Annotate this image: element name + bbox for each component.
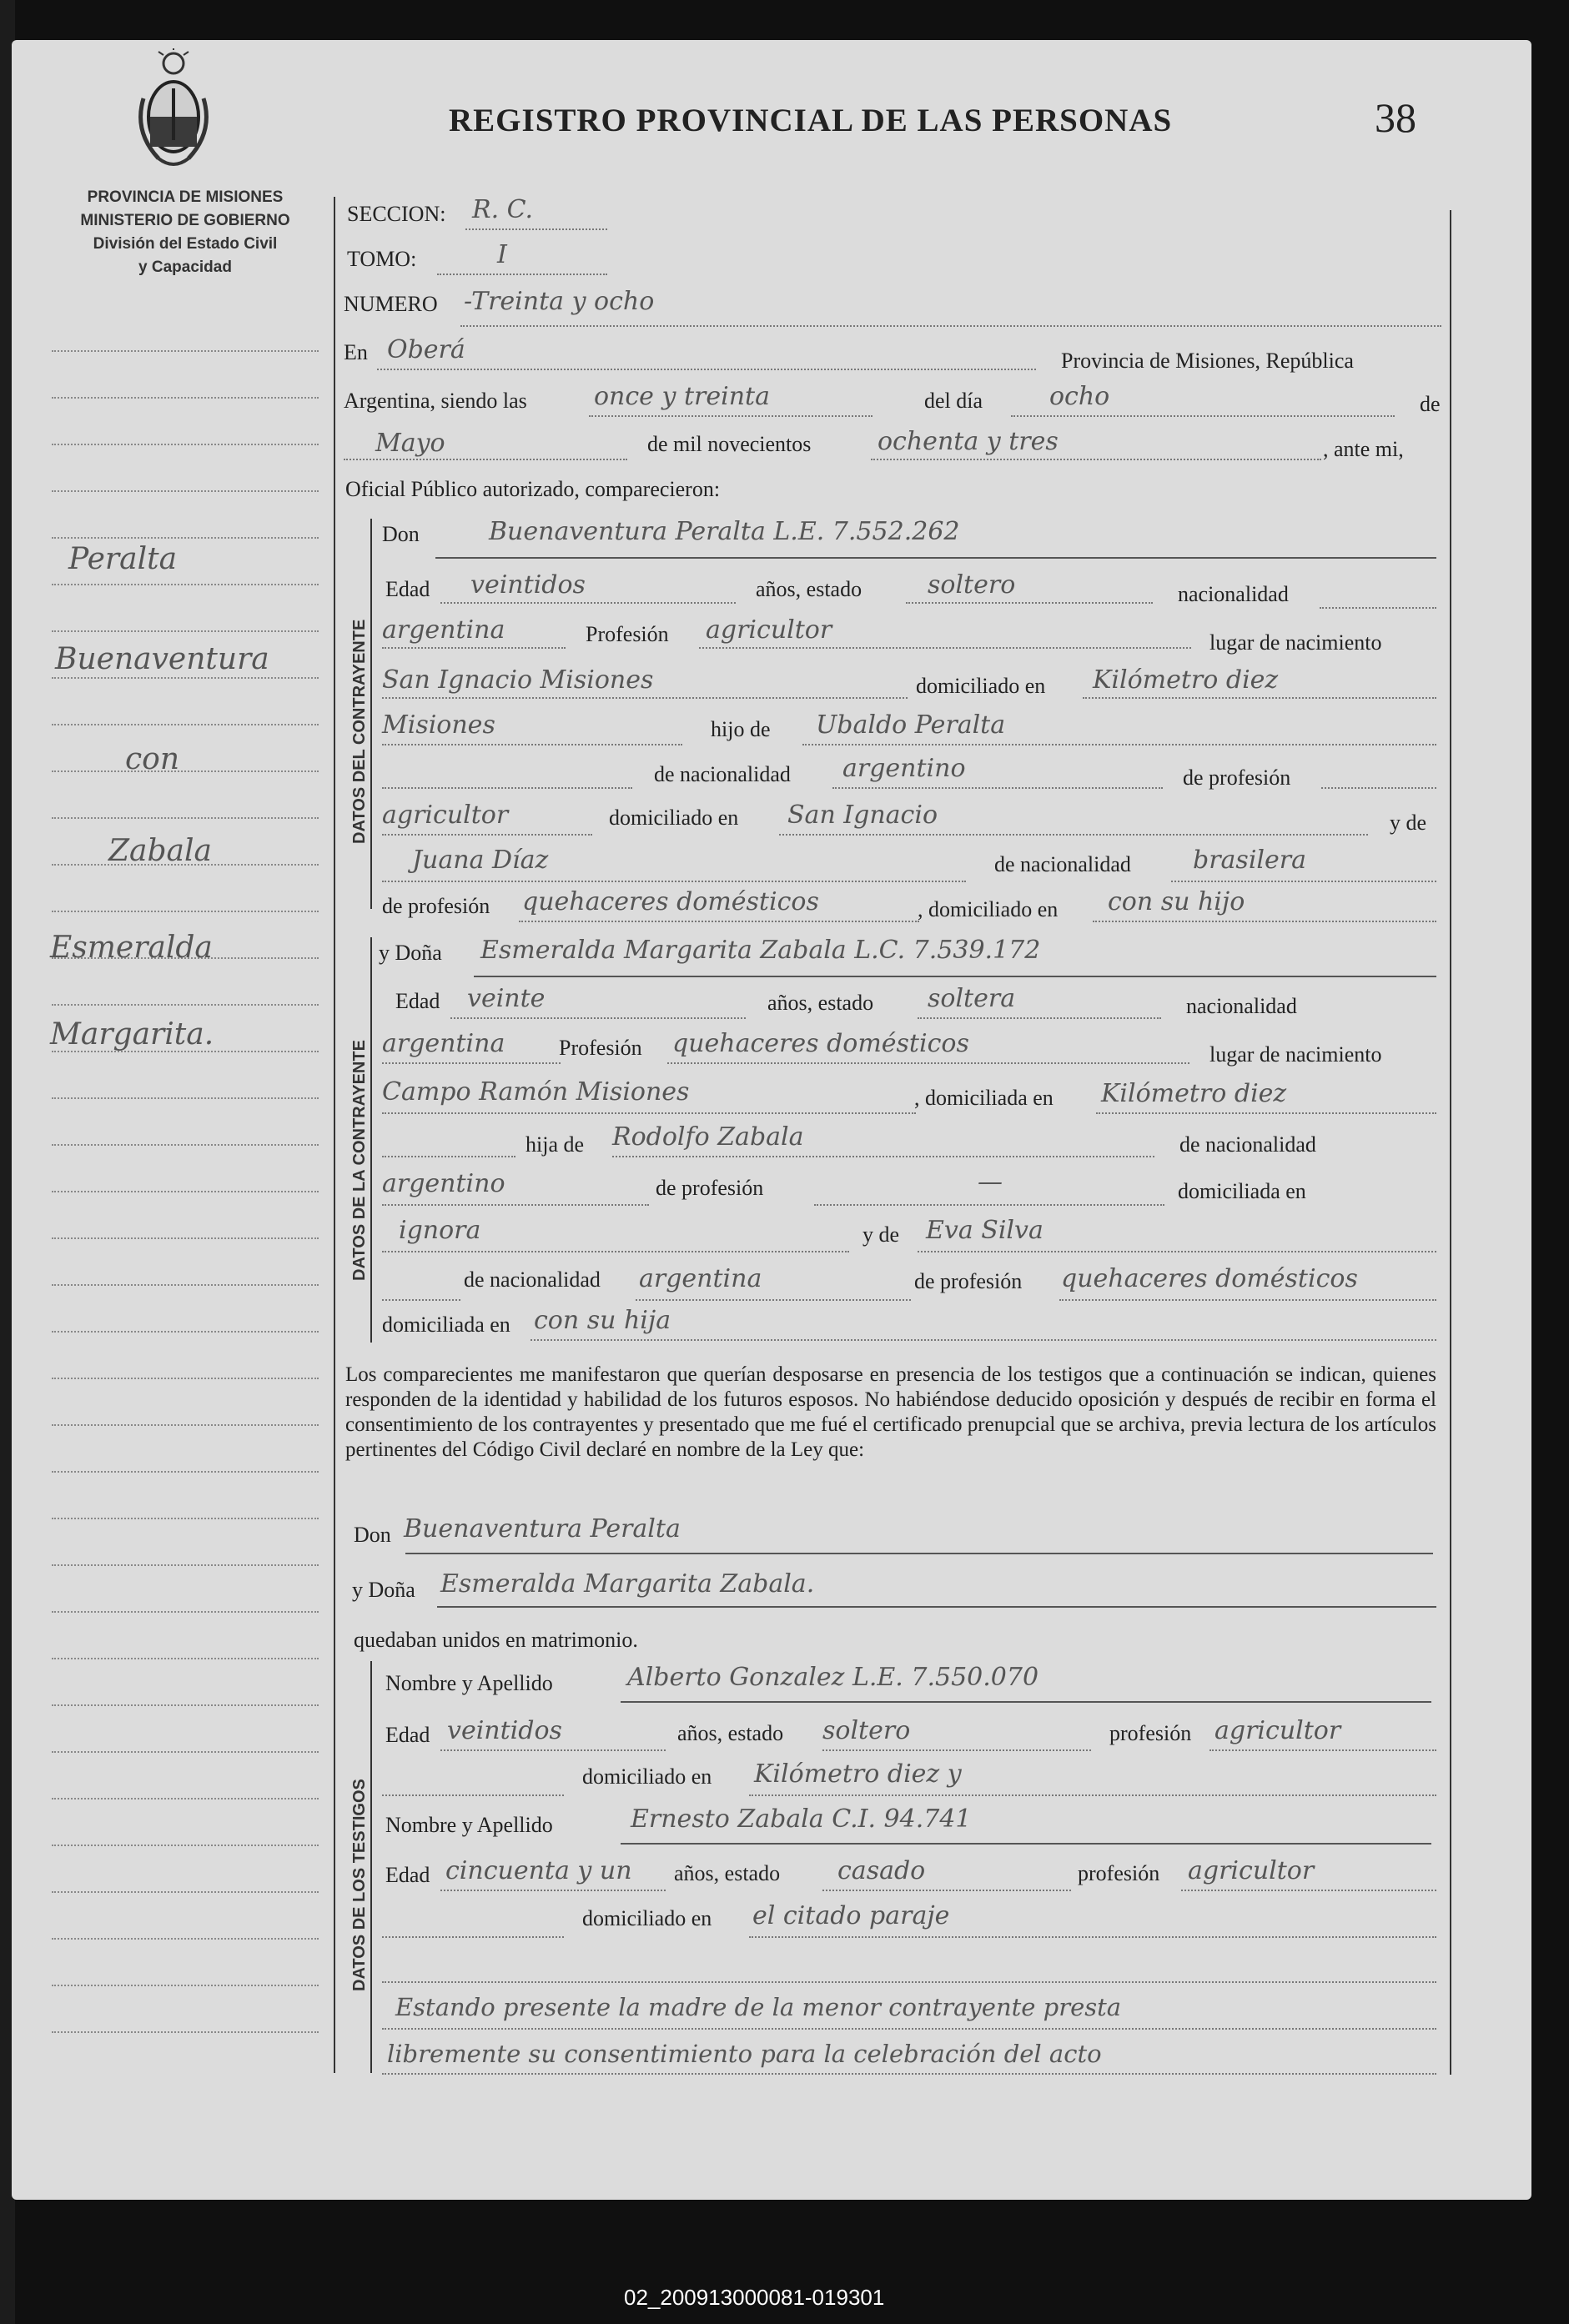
ante-mi-label: , ante mi,	[1323, 437, 1404, 461]
register-title: REGISTRO PROVINCIAL DE LAS PERSONAS	[449, 103, 1173, 138]
margin-line	[52, 1798, 319, 1799]
margin-line	[52, 1751, 319, 1753]
edad-line	[440, 602, 736, 604]
margin-line	[52, 1471, 319, 1473]
testigo-1-edad: veintidos	[447, 1716, 562, 1745]
t1-domicilio-blank	[382, 1794, 564, 1796]
t2-name-line	[621, 1843, 1431, 1845]
declaration-paragraph: Los comparecientes me manifestaron que querían desposarse en presencia de los testigos que a continuación se indican, quienes responden de la identidad y habilidad de los futuros esposos. No habiéndose deducido oposición y después de recibir en forma el consentimiento de los contrayentes y presentado que me fué el certificado prenupcial que se archiva, previa lectura de los artículos pertinentes del Código Civil declaré en nombre de la Ley que:	[345, 1363, 1436, 1461]
hora-value: once y treinta	[594, 382, 770, 411]
de-nacionalidad-label-f: de nacionalidad	[1179, 1132, 1316, 1157]
profesion-label-f: Profesión	[559, 1036, 642, 1060]
oficial-text: Oficial Público autorizado, comparecieron:	[345, 477, 721, 501]
t1-estado-line	[822, 1749, 1091, 1751]
estado-line-f	[918, 1017, 1161, 1019]
margin-line	[52, 630, 319, 632]
margin-note-3: con	[125, 742, 180, 776]
hija-de-label: hija de	[526, 1132, 585, 1157]
contrayente-profesion: agricultor	[706, 615, 832, 645]
lugar-line-f	[382, 1112, 916, 1114]
de-profesion-label: de profesión	[1183, 765, 1291, 790]
de-profesion-label-f2: de profesión	[914, 1269, 1023, 1293]
contrayente-name: Buenaventura Peralta L.E. 7.552.262	[489, 517, 960, 546]
de-label: de	[1420, 392, 1441, 416]
t1-domicilio-line	[749, 1794, 1436, 1796]
margin-note-6: Margarita.	[50, 1017, 214, 1052]
de-profesion-label-f: de profesión	[656, 1176, 764, 1200]
tomo-label: TOMO:	[347, 247, 417, 271]
contrayenta-section-label: DATOS DE LA CONTRAYENTE	[350, 1040, 369, 1281]
en-label: En	[344, 340, 368, 364]
domiciliado-label-3: , domiciliado en	[918, 897, 1059, 921]
dona-label: y Doña	[379, 941, 442, 965]
lugar-label-f: lugar de nacimiento	[1209, 1042, 1382, 1067]
margin-line	[52, 350, 319, 352]
profesion-label: Profesión	[586, 622, 669, 646]
note-text-1: Estando presente la madre de la menor contrayente presta	[395, 1993, 1122, 2021]
office-line-3: División del Estado Civil	[93, 235, 278, 253]
estado-line	[906, 602, 1153, 604]
padre-nacionalidad-line-f	[382, 1204, 649, 1206]
de-nacionalidad-label: de nacionalidad	[654, 762, 791, 786]
declaration-closing: quedaban unidos en matrimonio.	[354, 1628, 638, 1652]
testigo-1-estado: soltero	[822, 1716, 911, 1745]
right-border	[1450, 210, 1451, 2075]
anio-value: ochenta y tres	[878, 427, 1059, 456]
argentina-text: Argentina, siendo las	[344, 389, 527, 413]
margin-line	[52, 444, 319, 445]
hija-blank-line	[382, 1156, 515, 1157]
margin-line	[52, 1284, 319, 1286]
padre-nacionalidad: argentino	[842, 754, 966, 783]
edad-line-f	[450, 1017, 746, 1019]
declaration-don-label: Don	[354, 1523, 391, 1547]
profesion-line-f	[667, 1062, 1189, 1064]
contrayenta-name: Esmeralda Margarita Zabala L.C. 7.539.172	[480, 936, 1041, 965]
margin-line	[52, 1518, 319, 1519]
declaration-dona-line	[437, 1606, 1436, 1608]
margin-line	[52, 911, 319, 912]
nacionalidad-label-f: nacionalidad	[1186, 994, 1297, 1018]
madre-nacionalidad-f: argentina	[639, 1264, 762, 1293]
office-line-2: MINISTERIO DE GOBIERNO	[80, 212, 290, 229]
contrayente-estado: soltero	[928, 570, 1016, 600]
edad-label: Edad	[385, 577, 430, 601]
padre-line	[802, 744, 1436, 745]
testigo-2-estado: casado	[837, 1856, 926, 1885]
del-dia-label: del día	[924, 389, 983, 413]
testigo-1-name: Alberto Gonzalez L.E. 7.550.070	[627, 1663, 1039, 1692]
t2-domiciliado-label: domiciliado en	[582, 1906, 712, 1930]
madre-profesion-line-f	[1059, 1299, 1436, 1301]
y-de-label-f: y de	[862, 1222, 900, 1247]
madre-domicilio-line-f	[531, 1339, 1436, 1341]
left-column-divider	[334, 197, 335, 2073]
testigos-section-label: DATOS DE LOS TESTIGOS	[350, 1779, 369, 1991]
declaration-don-line	[405, 1553, 1433, 1554]
margin-line	[52, 1938, 319, 1940]
margin-line	[52, 397, 319, 399]
t2-profesion-label: profesión	[1078, 1861, 1160, 1885]
margin-note-2: Buenaventura	[55, 642, 269, 676]
page-number: 38	[1375, 94, 1416, 141]
don-line	[435, 557, 1436, 559]
padre-domicilio-f: ignora	[399, 1216, 481, 1245]
margin-line	[52, 770, 319, 772]
contrayenta-lugar: Campo Ramón Misiones	[382, 1077, 690, 1107]
note-text-2: libremente su consentimiento para la celebración del acto	[387, 2040, 1102, 2068]
en-line	[377, 369, 1036, 370]
contrayenta-domicilio: Kilómetro diez	[1101, 1079, 1287, 1108]
declaration-dona-value: Esmeralda Margarita Zabala.	[440, 1569, 815, 1599]
padre-domicilio: San Ignacio	[787, 801, 938, 830]
office-line-4: y Capacidad	[138, 259, 232, 276]
anios-estado-label: años, estado	[756, 577, 862, 601]
margin-line	[52, 1237, 319, 1239]
margin-line	[52, 1097, 319, 1099]
contrayenta-bracket	[370, 937, 372, 1343]
tomo-line	[437, 274, 607, 275]
padre-profesion-line	[382, 834, 592, 836]
contrayenta-estado: soltera	[928, 984, 1016, 1013]
contrayente-bracket	[370, 519, 372, 909]
lugar-line	[382, 697, 908, 699]
madre-profesion-line	[519, 921, 919, 922]
madre-line	[382, 881, 966, 882]
t1-domiciliado-label: domiciliado en	[582, 1764, 712, 1789]
declaration-dona-label: y Doña	[352, 1578, 415, 1602]
contrayenta-profesion: quehaceres domésticos	[672, 1029, 969, 1058]
margin-line	[52, 1704, 319, 1706]
don-label: Don	[382, 522, 420, 546]
contrayenta-madre: Eva Silva	[926, 1216, 1043, 1245]
lugar-label: lugar de nacimiento	[1209, 630, 1382, 655]
margin-line	[52, 2031, 319, 2033]
note-line-2	[382, 2073, 1436, 2075]
margin-line	[52, 1564, 319, 1566]
mes-line	[344, 459, 627, 460]
margin-line	[52, 1985, 319, 1986]
margin-line	[52, 1891, 319, 1893]
madre-profesion-f: quehaceres domésticos	[1061, 1264, 1358, 1293]
hora-line	[589, 415, 873, 417]
t1-name-line	[621, 1701, 1431, 1703]
mes-value: Mayo	[375, 429, 445, 458]
margin-line	[52, 537, 319, 539]
de-nacionalidad-label-f2: de nacionalidad	[464, 1267, 601, 1292]
nacionalidad-value-line	[382, 647, 566, 649]
padre-nacionalidad-line	[832, 787, 1163, 789]
t1-edad-line	[440, 1749, 666, 1751]
domiciliado-label-2: domiciliado en	[609, 806, 739, 830]
domiciliada-label-2: domiciliada en	[1178, 1179, 1306, 1203]
domicilio-line-f	[1096, 1112, 1436, 1114]
t1-profesion-label: profesión	[1109, 1721, 1192, 1745]
dia-value: ocho	[1049, 382, 1110, 411]
nacionalidad-value-line-f	[382, 1062, 561, 1064]
margin-note-4: Zabala	[108, 834, 212, 868]
padre-profesion: agricultor	[382, 801, 509, 830]
contrayente-lugar: San Ignacio Misiones	[382, 665, 654, 695]
padre-profesion-tail	[1321, 787, 1436, 789]
margin-line	[52, 1144, 319, 1146]
de-mil-label: de mil novecientos	[647, 432, 812, 456]
t2-domicilio-blank	[382, 1936, 564, 1938]
contrayenta-nacionalidad: argentina	[382, 1029, 505, 1058]
hijo-de-label: hijo de	[711, 717, 771, 741]
t1-nombre-label: Nombre y Apellido	[385, 1671, 553, 1695]
de-nacionalidad-label-2: de nacionalidad	[994, 852, 1131, 876]
dia-line	[1011, 415, 1395, 417]
testigo-2-name: Ernesto Zabala C.I. 94.741	[631, 1804, 972, 1834]
contrayente-padre: Ubaldo Peralta	[816, 710, 1006, 740]
t2-estado-line	[822, 1890, 1071, 1891]
t1-edad-label: Edad	[385, 1723, 430, 1747]
t2-domicilio-line	[749, 1936, 1436, 1938]
margin-line	[52, 1191, 319, 1192]
margin-note-5: Esmeralda	[50, 931, 213, 965]
t2-nombre-label: Nombre y Apellido	[385, 1813, 553, 1837]
margin-line	[52, 1845, 319, 1846]
contrayenta-edad: veinte	[467, 984, 546, 1013]
t1-profesion-line	[1209, 1749, 1436, 1751]
note-line-1	[382, 2028, 1436, 2030]
domiciliada-label: , domiciliada en	[914, 1086, 1054, 1110]
domiciliado-label: domiciliado en	[916, 674, 1046, 698]
margin-line	[52, 1331, 319, 1333]
testigo-2-profesion: agricultor	[1188, 1856, 1315, 1885]
testigo-1-profesion: agricultor	[1214, 1716, 1341, 1745]
padre-blank-line	[382, 787, 632, 789]
t2-anios-estado-label: años, estado	[674, 1861, 781, 1885]
domicilio2-line	[382, 744, 682, 745]
image-caption: 02_200913000081-019301	[624, 2285, 885, 2310]
madre-nacionalidad-line-f	[636, 1299, 911, 1301]
margin-line	[52, 1424, 319, 1426]
seccion-label: SECCION:	[347, 202, 446, 226]
numero-label: NUMERO	[344, 292, 438, 316]
t2-profesion-line	[1181, 1890, 1436, 1891]
t2-edad-label: Edad	[385, 1863, 430, 1887]
contrayente-edad: veintidos	[470, 570, 586, 600]
padre-domicilio-line	[779, 834, 1368, 836]
seccion-line	[465, 228, 607, 230]
margin-line	[52, 584, 319, 585]
padre-nacionalidad-f: argentino	[382, 1169, 505, 1198]
testigo-1-domicilio: Kilómetro diez y	[754, 1759, 962, 1789]
padre-line-f	[612, 1156, 1154, 1157]
domiciliada-label-3: domiciliada en	[382, 1313, 510, 1337]
office-line-1: PROVINCIA DE MISIONES	[87, 188, 284, 206]
profesion-line	[699, 647, 1191, 649]
provincia-text: Provincia de Misiones, República	[1061, 349, 1354, 373]
madre-domicilio: con su hijo	[1108, 887, 1245, 916]
padre-domicilio-line-f	[382, 1251, 849, 1252]
testigos-bracket	[370, 1661, 372, 2073]
testigo-2-domicilio: el citado paraje	[752, 1901, 950, 1930]
nacionalidad-label: nacionalidad	[1178, 582, 1289, 606]
tomo-value: I	[497, 240, 507, 269]
contrayente-madre: Juana Díaz	[412, 846, 549, 875]
contrayente-domicilio: Kilómetro diez	[1093, 665, 1279, 695]
domicilio-line	[1083, 697, 1436, 699]
anios-estado-label-f: años, estado	[767, 991, 874, 1015]
margin-line	[52, 677, 319, 679]
margin-line	[52, 1611, 319, 1613]
anio-line	[871, 459, 1321, 460]
seccion-value: R. C.	[472, 195, 534, 224]
madre-profesion: quehaceres domésticos	[522, 887, 819, 916]
dona-line	[474, 976, 1436, 977]
madre-line-f	[918, 1251, 1436, 1252]
blank-line	[382, 1981, 1436, 1983]
madre-nacionalidad: brasilera	[1193, 846, 1306, 875]
margin-line	[52, 490, 319, 492]
testigo-2-edad: cincuenta y un	[445, 1856, 632, 1885]
t1-anios-estado-label: años, estado	[677, 1721, 784, 1745]
numero-line	[460, 325, 1441, 327]
contrayenta-padre: Rodolfo Zabala	[612, 1122, 804, 1152]
margin-line	[52, 817, 319, 819]
margin-line	[52, 1658, 319, 1659]
nacionalidad-line	[1320, 607, 1436, 609]
y-de-label: y de	[1390, 811, 1427, 835]
madre-nacionalidad-line	[1171, 881, 1436, 882]
margin-note-1: Peralta	[68, 542, 178, 576]
margin-line	[52, 724, 319, 725]
contrayente-nacionalidad: argentina	[382, 615, 505, 645]
contrayente-domicilio-2: Misiones	[382, 710, 495, 740]
padre-profesion-line-f	[814, 1204, 1164, 1206]
t2-edad-line	[440, 1890, 666, 1891]
madre-blank-line-f	[382, 1299, 460, 1301]
en-value: Oberá	[387, 335, 465, 364]
coat-of-arms-icon	[133, 48, 214, 173]
padre-profesion-f: —	[978, 1167, 1003, 1197]
madre-domicilio-f: con su hija	[534, 1306, 671, 1335]
contrayente-section-label: DATOS DEL CONTRAYENTE	[350, 619, 369, 844]
de-profesion-label-2: de profesión	[382, 894, 490, 918]
numero-value: -Treinta y ocho	[464, 287, 655, 316]
declaration-don-value: Buenaventura Peralta	[404, 1514, 681, 1543]
margin-line	[52, 1004, 319, 1006]
edad-label-f: Edad	[395, 989, 440, 1013]
margin-line	[52, 1378, 319, 1379]
madre-domicilio-line	[1093, 921, 1436, 922]
